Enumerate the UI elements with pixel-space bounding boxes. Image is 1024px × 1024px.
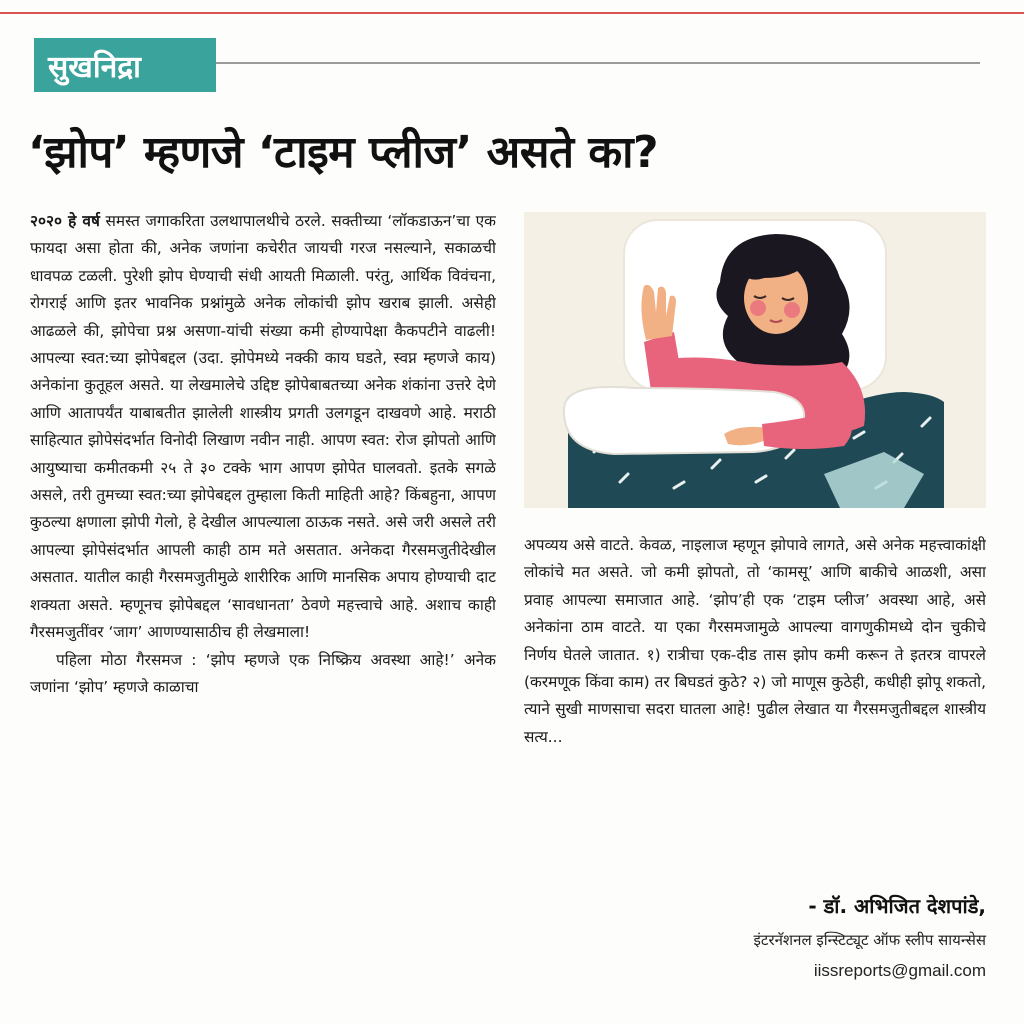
sleeping-woman-illustration: [524, 212, 986, 508]
author-email[interactable]: iissreports@gmail.com: [813, 961, 986, 980]
section-tag: [34, 38, 216, 92]
lead-text: समस्त जगाकरिता उलथापालथीचे ठरले. सक्तीच्या ‘लॉकडाऊन’चा एक फायदा असा होता की, अनेक जणांना कचेरीत जायची गरज नसल्याने, सकाळची धावपळ टळली. पुरेशी झोप घेण्याची संधी आयती मिळाली. परंतु, आर्थिक विवंचना, रोगराई आणि इतर भावनिक प्रश्नांमुळे अनेक लोकांची झोप खराब झाली. असेही आढळले की, झोपेचा प्रश्न असणा-यांची संख्या कमी होण्यापेक्षा कैकपटीने वाढली! आपल्या स्वत:च्या झोपेबद्दल (उदा. झोपेमध्ये नक्की काय घडते, स्वप्न म्हणजे काय) अनेकांना कुतूहल असते. या लेखमालेचे उद्दिष्ट झोपेबाबतच्या अनेक शंकांना उत्तरे देणे आणि आतापर्यंत याबाबतीत झालेली शास्त्रीय प्रगती उलगडून दाखवणे आहे. मराठी साहित्यात झोपेसंदर्भात विनोदी लिखाण नवीन नाही. आपण स्वत: रोज झोपतो आणि आयुष्याचा कमीतकमी २५ ते ३० टक्के भाग आपण झोपेत घालवतो. इतके सगळे असले, तरी तुमच्या स्वत:च्या झोपेबद्दल तुम्हाला किती माहिती आहे? किंबहुना, आपण कुठल्या क्षणाला झोपी गेलो, हे देखील आपल्याला ठाऊक नसते. असे जरी असले तरी आपल्या झोपेसंदर्भात आपली काही ठाम मते असतात. अनेकदा गैरसमजुतीदेखील असतात. यातील काही गैरसमजुतीमुळे शारीरिक आणि मानसिक अपाय होण्याची दाट शक्यता असते. म्हणूनच झोपेबद्दल ‘सावधानता’ ठेवणे महत्त्वाचे आहे. अशाच काही गैरसमजुतींवर ‘जाग’ आणण्यासाठीच ही लेखमाला!: [30, 212, 496, 642]
author-name: - डॉ. अभिजित देशपांडे,: [808, 894, 986, 918]
article-column-left: [30, 208, 496, 988]
section-rule: [216, 62, 980, 64]
lead-bold: २०२० हे वर्ष: [30, 212, 100, 230]
sleeping-woman-icon: [524, 212, 986, 508]
byline: [524, 888, 986, 986]
section-tag-label: सुखनिद्रा: [48, 49, 141, 85]
top-rule: [0, 12, 1024, 14]
article-column-right: अपव्यय असे वाटते. केवळ, नाइलाज म्हणून झोपावे लागते, असे अनेक महत्त्वाकांक्षी लोकांचे मत असते. जो कमी झोपतो, तो ‘कामसू’ आणि बाकीचे आळशी, असा प्रवाह आपल्या समाजात आहे. ‘झोप’ही एक ‘टाइम प्लीज’ अवस्था आहे, असे अनेकांना ठाम वाटते. या एका गैरसमजामुळे आपल्या वागणुकीमध्ये दोन चुकीचे निर्णय घेतले जातात. १) रात्रीचा एक-दीड तास झोप कमी करून ते इतरत्र वापरले (करमणूक किंवा काम) तर बिघडतं कुठे? २) जो माणूस कुठेही, कधीही झोपू शकतो, त्याने सुखी माणसाचा सदरा घातला आहे! पुढील लेखात या गैरसमजुतीबद्दल शास्त्रीय सत्य...: [524, 536, 986, 746]
headline: ‘झोप’ म्हणजे ‘टाइम प्लीज’ असते का?: [28, 127, 659, 178]
article-paragraph-1: [30, 208, 496, 647]
article-paragraph-2: पहिला मोठा गैरसमज : ‘झोप म्हणजे एक निष्क्रिय अवस्था आहे!’ अनेक जणांना ‘झोप’ म्हणजे काळाचा: [30, 650, 496, 696]
author-affiliation: इंटरनॅशनल इन्स्टिट्यूट ऑफ स्लीप सायन्सेस: [753, 931, 986, 949]
